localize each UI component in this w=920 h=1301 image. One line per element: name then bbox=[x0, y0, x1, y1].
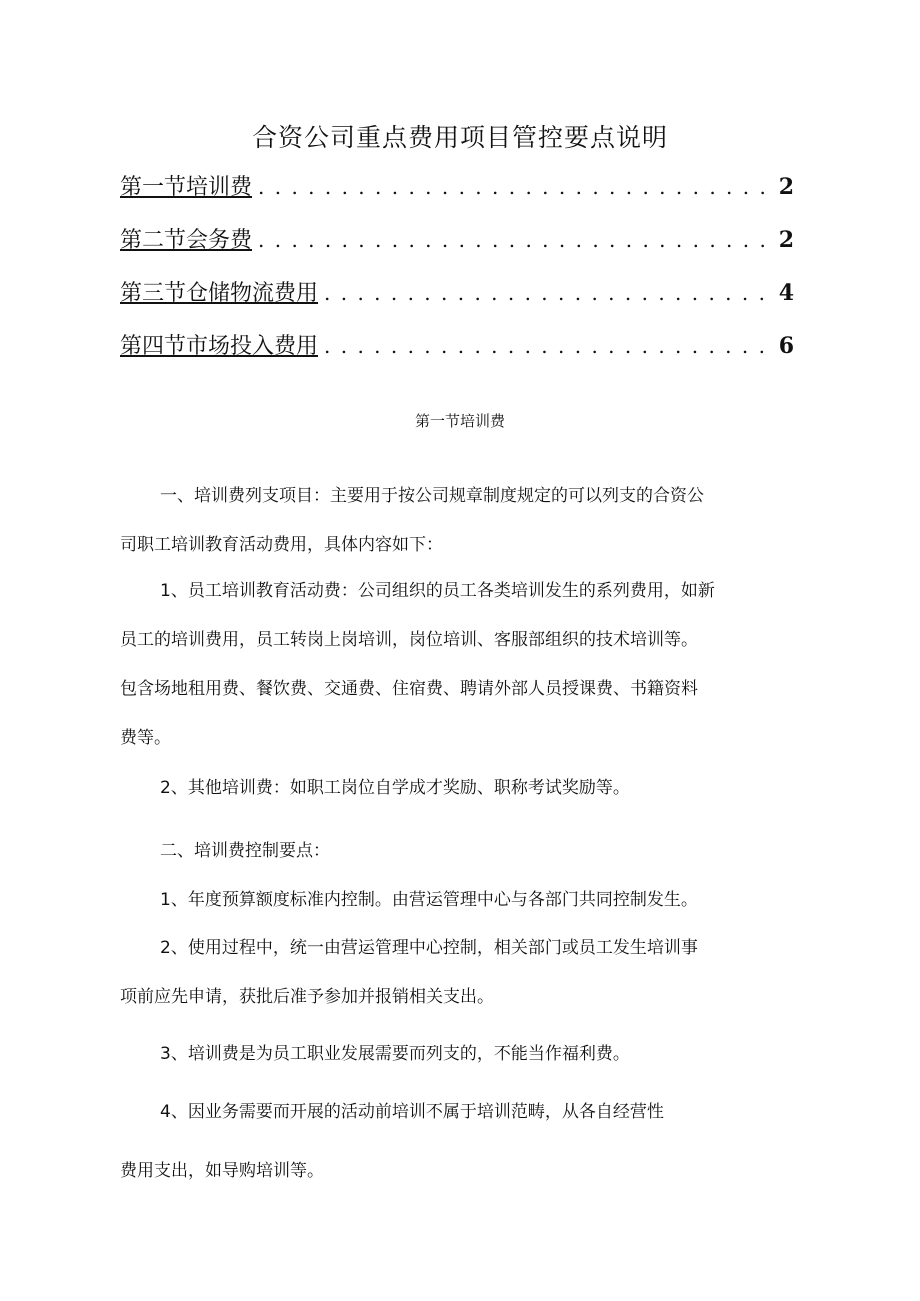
text-line: 员工的培训费用，员工转岗上岗培训，岗位培训、客服部组织的技术培训等。 bbox=[120, 630, 698, 650]
document-title: 合资公司重点费用项目管控要点说明 bbox=[251, 123, 668, 152]
paragraph-other-fees bbox=[120, 764, 810, 813]
toc-entry-label[interactable]: 第三节仓储物流费用 bbox=[120, 281, 319, 306]
text-line: 3、培训费是为员工职业发展需要而列支的，不能当作福利费。 bbox=[160, 1044, 630, 1064]
paragraph-control-point-2 bbox=[120, 924, 810, 1022]
text-line: 4、因业务需要而开展的活动前培训不属于培训范畴，从各自经营性 bbox=[160, 1102, 664, 1122]
toc-entry[interactable] bbox=[120, 223, 794, 276]
text-line: 费用支出，如导购培训等。 bbox=[120, 1161, 324, 1181]
toc-leader-dots bbox=[258, 175, 773, 199]
toc-leader-dots bbox=[324, 281, 773, 305]
toc-leader-dots bbox=[324, 334, 773, 358]
toc-entry-page: 6 bbox=[778, 333, 794, 359]
paragraph-control-points-heading bbox=[120, 827, 810, 876]
toc-entry[interactable] bbox=[120, 170, 794, 223]
toc-entry-label[interactable]: 第一节培训费 bbox=[120, 175, 253, 200]
text-line: 1、年度预算额度标准内控制。由营运管理中心与各部门共同控制发生。 bbox=[160, 890, 698, 910]
paragraph-activity-fees bbox=[120, 567, 810, 763]
section-heading: 第一节培训费 bbox=[414, 412, 505, 430]
text-line: 包含场地租用费、餐饮费、交通费、住宿费、聘请外部人员授课费、书籍资料 bbox=[120, 679, 698, 699]
toc-entry-page: 2 bbox=[778, 174, 794, 200]
toc-entry-page: 4 bbox=[778, 280, 794, 306]
paragraph-control-point-3 bbox=[120, 1030, 810, 1079]
paragraph-training-items bbox=[120, 472, 810, 570]
table-of-contents bbox=[120, 170, 794, 382]
text-line: 司职工培训教育活动费用，具体内容如下： bbox=[120, 535, 443, 555]
text-line: 2、使用过程中，统一由营运管理中心控制，相关部门或员工发生培训事 bbox=[160, 938, 698, 958]
text-line: 2、其他培训费：如职工岗位自学成才奖励、职称考试奖励等。 bbox=[160, 778, 630, 798]
paragraph-control-point-1 bbox=[120, 876, 810, 925]
toc-leader-dots bbox=[258, 228, 773, 252]
toc-entry[interactable] bbox=[120, 276, 794, 329]
text-line: 一、培训费列支项目：主要用于按公司规章制度规定的可以列支的合资公 bbox=[160, 486, 704, 506]
text-line: 费等。 bbox=[120, 728, 171, 748]
text-line: 1、员工培训教育活动费：公司组织的员工各类培训发生的系列费用，如新 bbox=[160, 581, 715, 601]
text-line: 二、培训费控制要点： bbox=[160, 841, 330, 861]
toc-entry-label[interactable]: 第四节市场投入费用 bbox=[120, 334, 319, 359]
toc-entry-label[interactable]: 第二节会务费 bbox=[120, 228, 253, 253]
toc-entry-page: 2 bbox=[778, 227, 794, 253]
text-line: 项前应先申请，获批后准予参加并报销相关支出。 bbox=[120, 987, 494, 1007]
toc-entry[interactable] bbox=[120, 329, 794, 382]
paragraph-control-point-4 bbox=[120, 1088, 810, 1196]
